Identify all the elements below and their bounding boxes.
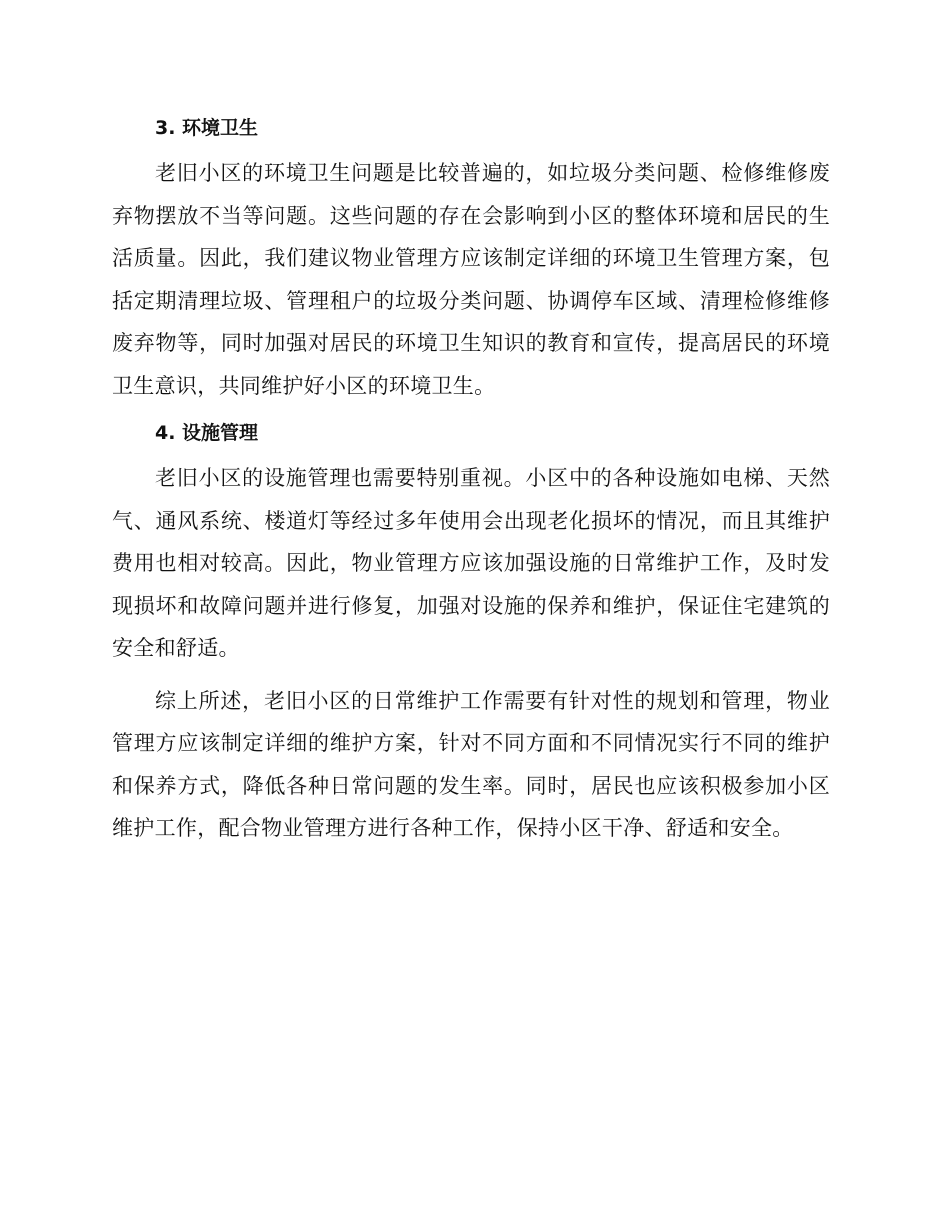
document-body	[112, 108, 830, 850]
section-heading-facilities: 4. 设施管理	[155, 422, 259, 444]
section-heading-environment: 3. 环境卫生	[155, 117, 259, 139]
section-paragraph-environment: 老旧小区的环境卫生问题是比较普遍的，如垃圾分类问题、检修维修废弃物摆放不当等问题。这些问题的存在会影响到小区的整体环境和居民的生活质量。因此，我们建议物业管理方应该制定详细的环境卫生管理方案，包括定期清理垃圾、管理租户的垃圾分类问题、协调停车区域、清理检修维修废弃物等，同时加强对居民的环境卫生知识的教育和宣传，提高居民的环境卫生意识，共同维护好小区的环境卫生。	[112, 161, 830, 398]
section-paragraph-facilities: 老旧小区的设施管理也需要特别重视。小区中的各种设施如电梯、天然气、通风系统、楼道灯等经过多年使用会出现老化损坏的情况，而且其维护费用也相对较高。因此，物业管理方应该加强设施的日常维护工作，及时发现损坏和故障问题并进行修复，加强对设施的保养和维护，保证住宅建筑的安全和舒适。	[112, 466, 830, 660]
conclusion-paragraph: 综上所述，老旧小区的日常维护工作需要有针对性的规划和管理，物业管理方应该制定详细的维护方案，针对不同方面和不同情况实行不同的维护和保养方式，降低各种日常问题的发生率。同时，居民也应该积极参加小区维护工作，配合物业管理方进行各种工作，保持小区干净、舒适和安全。	[112, 688, 830, 840]
